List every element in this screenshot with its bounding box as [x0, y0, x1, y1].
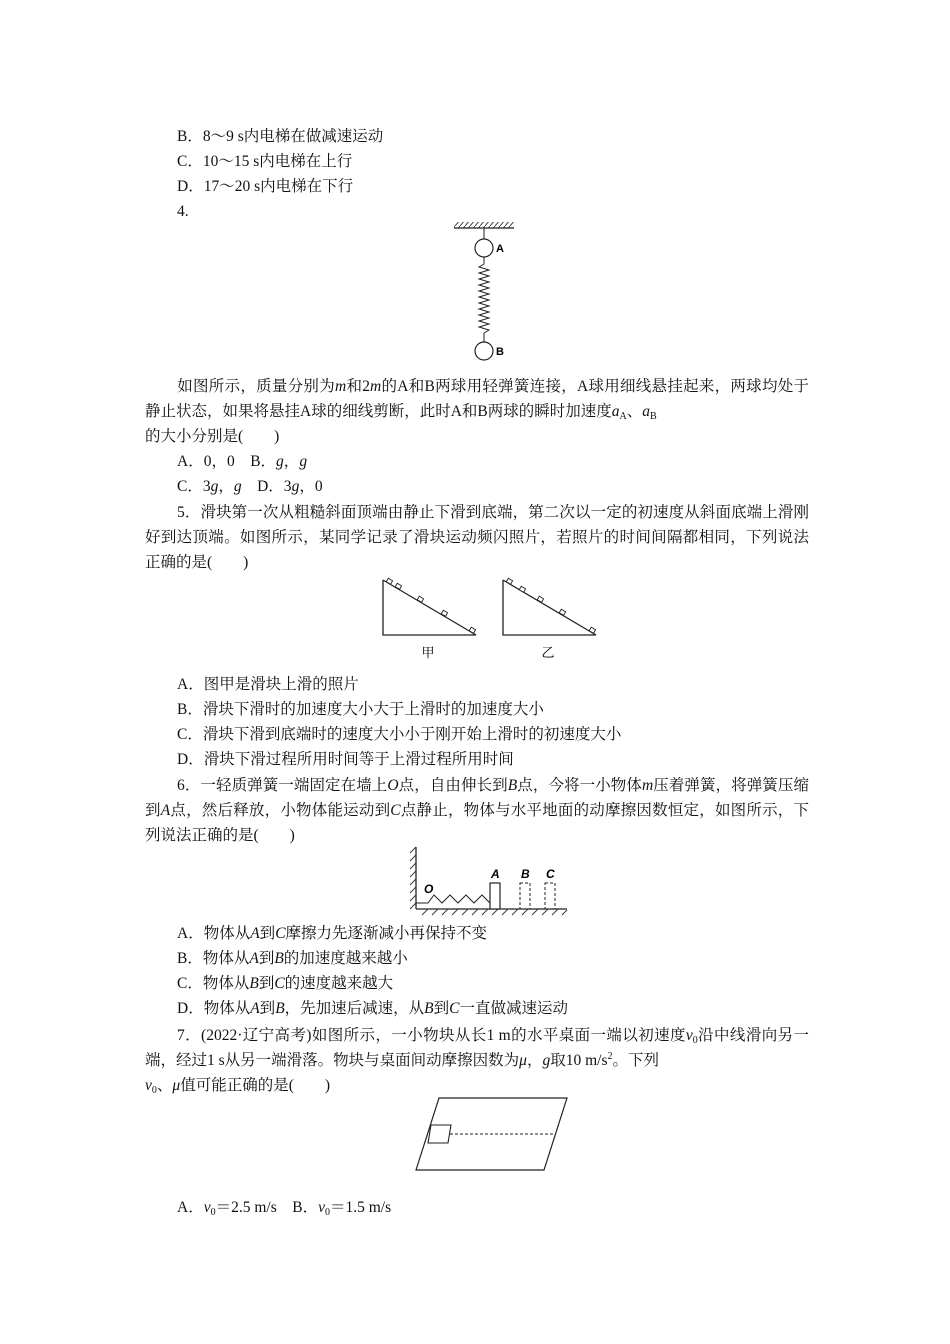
q6-spring-figure: [410, 845, 570, 917]
small-block: [428, 1125, 451, 1143]
position-B: [520, 883, 530, 909]
label-A: A: [491, 867, 500, 881]
ball-a: [475, 239, 493, 257]
ball-a-label: A: [496, 243, 504, 255]
label-yi: 乙: [541, 645, 555, 660]
ground-hatch: [422, 909, 567, 915]
q6-stem: 6．一轻质弹簧一端固定在墙上O点，自由伸长到B点，今将一小物体m压着弹簧，将弹簧压缩到A点，然后释放，小物体能运动到C点静止，物体与水平地面的动摩擦因数恒定，如图所示，下列说法正确的是( ): [145, 777, 809, 844]
q4-options-cd: C．3g，g D．3g，0: [177, 478, 323, 495]
q3-option-d: D．17～20 s内电梯在下行: [177, 178, 354, 195]
q3-option-c: C．10～15 s内电梯在上行: [177, 153, 353, 170]
label-O: O: [424, 882, 434, 896]
q5-option-c: C．滑块下滑到底端时的速度大小小于刚开始上滑时的初速度大小: [177, 726, 622, 743]
q4-spring-figure: [440, 220, 540, 370]
ball-b: [475, 342, 493, 360]
q3-option-b: B．8～9 s内电梯在做减速运动: [177, 128, 384, 145]
q4-stem: 如图所示，质量分别为m和2m的A和B两球用轻弹簧连接，A球用细线悬挂起来，两球均处于静止状态，如果将悬挂A球的细线剪断，此时A和B两球的瞬时加速度$a_A$、$a_B$ 的大小分别是( ): [145, 378, 809, 445]
q7-options-ab: A．$v_0=2.5$ m/s B．$v_0=1.5$ m/s: [177, 1199, 392, 1218]
compressed-spring: [416, 895, 490, 903]
q5-stem: 5．滑块第一次从粗糙斜面顶端由静止下滑到底端，第二次以一定的初速度从斜面底端上滑刚好到达顶端。如图所示，某同学记录了滑块运动频闪照片，若照片的时间间隔都相同，下列说法正确的是( ): [145, 504, 809, 571]
q4-number: 4.: [177, 203, 189, 220]
q7-stem: 7．(2022·辽宁高考)如图所示，一小物块从长1 m的水平桌面一端以初速度$v_0$沿中线滑向另一端，经过1 s从另一端滑落。物块与桌面间动摩擦因数为μ，g取10 $m/s^2$。下列 $v_0$、μ值可能正确的是( ): [145, 1027, 809, 1096]
q6-option-d: D．物体从A到B，先加速后减速，从B到C一直做减速运动: [177, 1000, 569, 1017]
ball-b-label: B: [496, 346, 504, 358]
label-jia: 甲: [421, 645, 435, 660]
incline-yi: [503, 578, 596, 660]
q6-option-b: B．物体从A到B的加速度越来越小: [177, 950, 408, 967]
q4-options-ab: A．0，0 B．g，g: [177, 453, 308, 470]
incline-jia: [383, 578, 476, 660]
wall-hatch: [410, 847, 416, 909]
spring: [479, 264, 489, 333]
block-at-A: [490, 883, 500, 909]
q5-incline-figures: [380, 575, 610, 665]
q5-option-a: A．图甲是滑块上滑的照片: [177, 676, 359, 693]
label-B: B: [521, 867, 530, 881]
q6-option-c: C．物体从B到C的速度越来越大: [177, 975, 394, 992]
q7-table-figure: [415, 1095, 575, 1175]
label-C: C: [546, 867, 555, 881]
q5-option-d: D．滑块下滑过程所用时间等于上滑过程所用时间: [177, 751, 514, 768]
position-C: [545, 883, 555, 909]
q6-option-a: A．物体从A到C摩擦力先逐渐减小再保持不变: [177, 925, 488, 942]
ceiling-hatch: [454, 222, 514, 228]
q5-option-b: B．滑块下滑时的加速度大小大于上滑时的加速度大小: [177, 701, 544, 718]
